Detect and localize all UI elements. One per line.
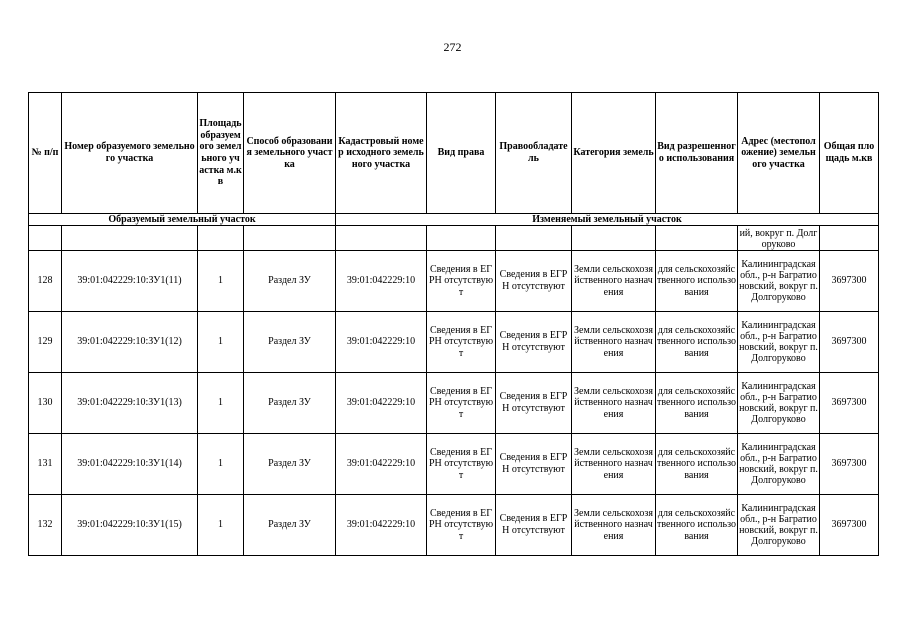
page-number: 272 xyxy=(443,40,462,54)
cell-total-area: 3697300 xyxy=(820,495,879,556)
cell-cadastral: 39:01:042229:10 xyxy=(336,495,427,556)
cell-permitted-use: для сельскохозяйственного использования xyxy=(656,373,738,434)
cell-cadastral: 39:01:042229:10 xyxy=(336,373,427,434)
cell-index: 128 xyxy=(29,251,62,312)
cell-cadastral: 39:01:042229:10 xyxy=(336,434,427,495)
table-row xyxy=(29,312,879,373)
cell-index: 130 xyxy=(29,373,62,434)
cell-index: 129 xyxy=(29,312,62,373)
cell-owner: Сведения в ЕГРН отсутствуют xyxy=(496,373,572,434)
cell-index: 132 xyxy=(29,495,62,556)
col-header-owner: Правообладатель xyxy=(496,93,572,214)
cell-address: Калининградская обл., р-н Багратионовский, вокруг п. Долгоруково xyxy=(738,434,820,495)
col-header-permitted-use: Вид разрешенного использования xyxy=(656,93,738,214)
cell-method: Раздел ЗУ xyxy=(244,434,336,495)
cell-total-area: 3697300 xyxy=(820,434,879,495)
cell-permitted-use: для сельскохозяйственного использования xyxy=(656,495,738,556)
continued-address: ий, вокруг п. Долгоруково xyxy=(738,226,820,251)
col-header-method: Способ образования земельного участка xyxy=(244,93,336,214)
cell-category: Земли сельскохозяйственного назначения xyxy=(572,312,656,373)
cell-owner: Сведения в ЕГРН отсутствуют xyxy=(496,434,572,495)
cell-right-type: Сведения в ЕГРН отсутствуют xyxy=(427,373,496,434)
cell-area: 1 xyxy=(198,312,244,373)
table-row xyxy=(29,373,879,434)
cell-category: Земли сельскохозяйственного назначения xyxy=(572,434,656,495)
cell-plot-number: 39:01:042229:10:ЗУ1(15) xyxy=(62,495,198,556)
cell-owner: Сведения в ЕГРН отсутствуют xyxy=(496,495,572,556)
land-plots-table xyxy=(28,92,879,556)
cell-owner: Сведения в ЕГРН отсутствуют xyxy=(496,312,572,373)
cell-address: Калининградская обл., р-н Багратионовский, вокруг п. Долгоруково xyxy=(738,251,820,312)
cell-area: 1 xyxy=(198,251,244,312)
cell-category: Земли сельскохозяйственного назначения xyxy=(572,251,656,312)
continuation-row xyxy=(29,226,879,251)
table-row xyxy=(29,251,879,312)
table-row xyxy=(29,434,879,495)
col-header-address: Адрес (местоположение) земельного участка xyxy=(738,93,820,214)
col-header-area: Площадь образуемого земельного участка м.кв xyxy=(198,93,244,214)
cell-address: Калининградская обл., р-н Багратионовский, вокруг п. Долгоруково xyxy=(738,312,820,373)
cell-method: Раздел ЗУ xyxy=(244,251,336,312)
cell-permitted-use: для сельскохозяйственного использования xyxy=(656,434,738,495)
cell-address: Калининградская обл., р-н Багратионовский, вокруг п. Долгоруково xyxy=(738,495,820,556)
cell-index: 131 xyxy=(29,434,62,495)
col-header-index: № п/п xyxy=(29,93,62,214)
cell-category: Земли сельскохозяйственного назначения xyxy=(572,495,656,556)
cell-plot-number: 39:01:042229:10:ЗУ1(12) xyxy=(62,312,198,373)
cell-plot-number: 39:01:042229:10:ЗУ1(13) xyxy=(62,373,198,434)
cell-plot-number: 39:01:042229:10:ЗУ1(14) xyxy=(62,434,198,495)
cell-cadastral: 39:01:042229:10 xyxy=(336,312,427,373)
section-row xyxy=(29,214,879,226)
cell-method: Раздел ЗУ xyxy=(244,495,336,556)
cell-category: Земли сельскохозяйственного назначения xyxy=(572,373,656,434)
cell-right-type: Сведения в ЕГРН отсутствуют xyxy=(427,434,496,495)
cell-area: 1 xyxy=(198,373,244,434)
cell-area: 1 xyxy=(198,434,244,495)
cell-address: Калининградская обл., р-н Багратионовский, вокруг п. Долгоруково xyxy=(738,373,820,434)
cell-right-type: Сведения в ЕГРН отсутствуют xyxy=(427,312,496,373)
col-header-category: Категория земель xyxy=(572,93,656,214)
table-row xyxy=(29,495,879,556)
col-header-total-area: Общая площадь м.кв xyxy=(820,93,879,214)
col-header-plot-number: Номер образуемого земельного участка xyxy=(62,93,198,214)
cell-total-area: 3697300 xyxy=(820,251,879,312)
col-header-cadastral: Кадастровый номер исходного земельного участка xyxy=(336,93,427,214)
section-formed-label: Образуемый земельный участок xyxy=(29,214,336,226)
cell-area: 1 xyxy=(198,495,244,556)
cell-total-area: 3697300 xyxy=(820,312,879,373)
cell-method: Раздел ЗУ xyxy=(244,373,336,434)
table-header-row xyxy=(29,93,879,214)
cell-owner: Сведения в ЕГРН отсутствуют xyxy=(496,251,572,312)
cell-method: Раздел ЗУ xyxy=(244,312,336,373)
cell-permitted-use: для сельскохозяйственного использования xyxy=(656,312,738,373)
cell-permitted-use: для сельскохозяйственного использования xyxy=(656,251,738,312)
cell-cadastral: 39:01:042229:10 xyxy=(336,251,427,312)
section-changed-label: Изменяемый земельный участок xyxy=(336,214,879,226)
cell-right-type: Сведения в ЕГРН отсутствуют xyxy=(427,251,496,312)
col-header-right-type: Вид права xyxy=(427,93,496,214)
cell-total-area: 3697300 xyxy=(820,373,879,434)
cell-right-type: Сведения в ЕГРН отсутствуют xyxy=(427,495,496,556)
cell-plot-number: 39:01:042229:10:ЗУ1(11) xyxy=(62,251,198,312)
